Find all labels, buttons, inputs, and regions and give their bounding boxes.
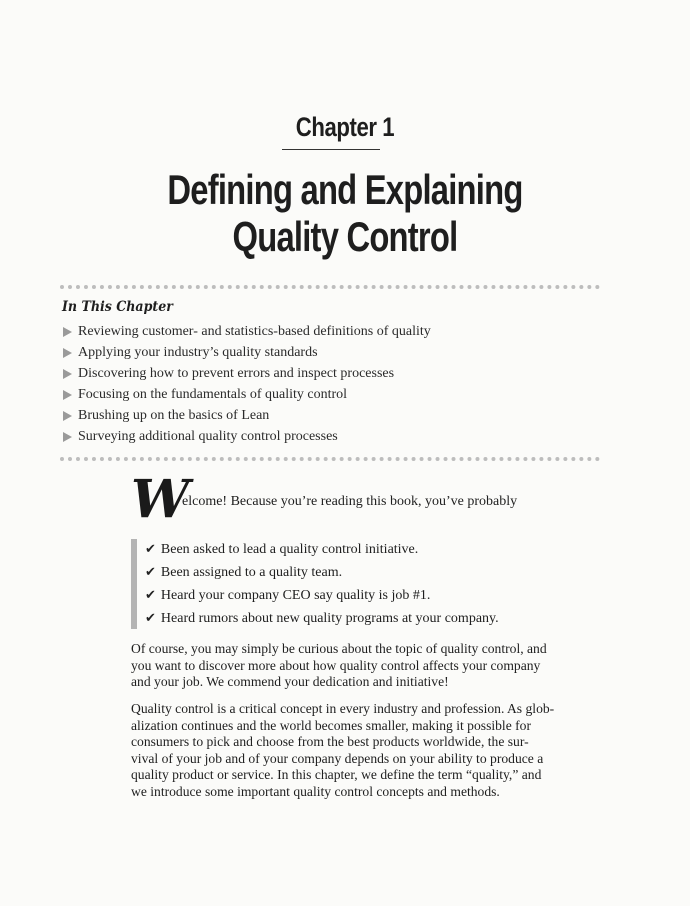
list-item: Discovering how to prevent errors and inspect processes bbox=[62, 363, 431, 384]
checklist-item: ✔ Been asked to lead a quality control initiative. bbox=[145, 538, 499, 561]
dotted-divider bbox=[60, 285, 600, 289]
checklist-item: ✔ Been assigned to a quality team. bbox=[145, 561, 499, 584]
dotted-divider bbox=[60, 457, 600, 461]
checklist-item: ✔ Heard your company CEO say quality is job #1. bbox=[145, 584, 499, 607]
body-paragraph: Of course, you may simply be curious about the topic of quality control, and you want to discover more about how quality control affects your company and your job. We commend your dedication and initiative! bbox=[131, 641, 547, 689]
list-item: Applying your industry’s quality standards bbox=[62, 342, 431, 363]
drop-cap: W bbox=[131, 469, 190, 530]
chapter-title-line: Defining and Explaining bbox=[167, 166, 523, 213]
triangle-bullet-icon bbox=[63, 369, 72, 379]
checkmark-icon: ✔ bbox=[145, 611, 156, 626]
triangle-bullet-icon bbox=[63, 327, 72, 337]
triangle-bullet-icon bbox=[63, 390, 72, 400]
chapter-title-line: Quality Control bbox=[232, 213, 458, 260]
chapter-title bbox=[76, 166, 614, 260]
in-this-chapter-heading: In This Chapter bbox=[62, 299, 173, 315]
checklist-side-bar bbox=[131, 539, 137, 629]
checkmark-icon: ✔ bbox=[145, 542, 156, 557]
checkmark-icon: ✔ bbox=[145, 565, 156, 580]
intro-sentence: elcome! Because you’re reading this book, you’ve probably bbox=[182, 494, 518, 509]
body-paragraph: Quality control is a critical concept in every industry and profession. As glob- alization continues and the world becomes smaller, making it possible for consumers to pick and choose from the best products worldwide, the sur- vival of your job and of your company depends on your ability to produce a quality product or service. In this chapter, we define the term “quality,” and we introduce some important quality control concepts and methods. bbox=[131, 701, 555, 799]
checkmark-icon: ✔ bbox=[145, 588, 156, 603]
triangle-bullet-icon bbox=[63, 348, 72, 358]
triangle-bullet-icon bbox=[63, 432, 72, 442]
list-item: Surveying additional quality control processes bbox=[62, 426, 431, 447]
chapter-label: Chapter 1 bbox=[295, 112, 395, 142]
list-item: Brushing up on the basics of Lean bbox=[62, 405, 431, 426]
chapter-underline bbox=[282, 149, 380, 150]
list-item: Focusing on the fundamentals of quality control bbox=[62, 384, 431, 405]
checklist-item: ✔ Heard rumors about new quality programs at your company. bbox=[145, 607, 499, 630]
list-item: Reviewing customer- and statistics-based definitions of quality bbox=[62, 321, 431, 342]
checklist bbox=[145, 538, 499, 630]
in-this-chapter-list bbox=[62, 321, 431, 447]
triangle-bullet-icon bbox=[63, 411, 72, 421]
